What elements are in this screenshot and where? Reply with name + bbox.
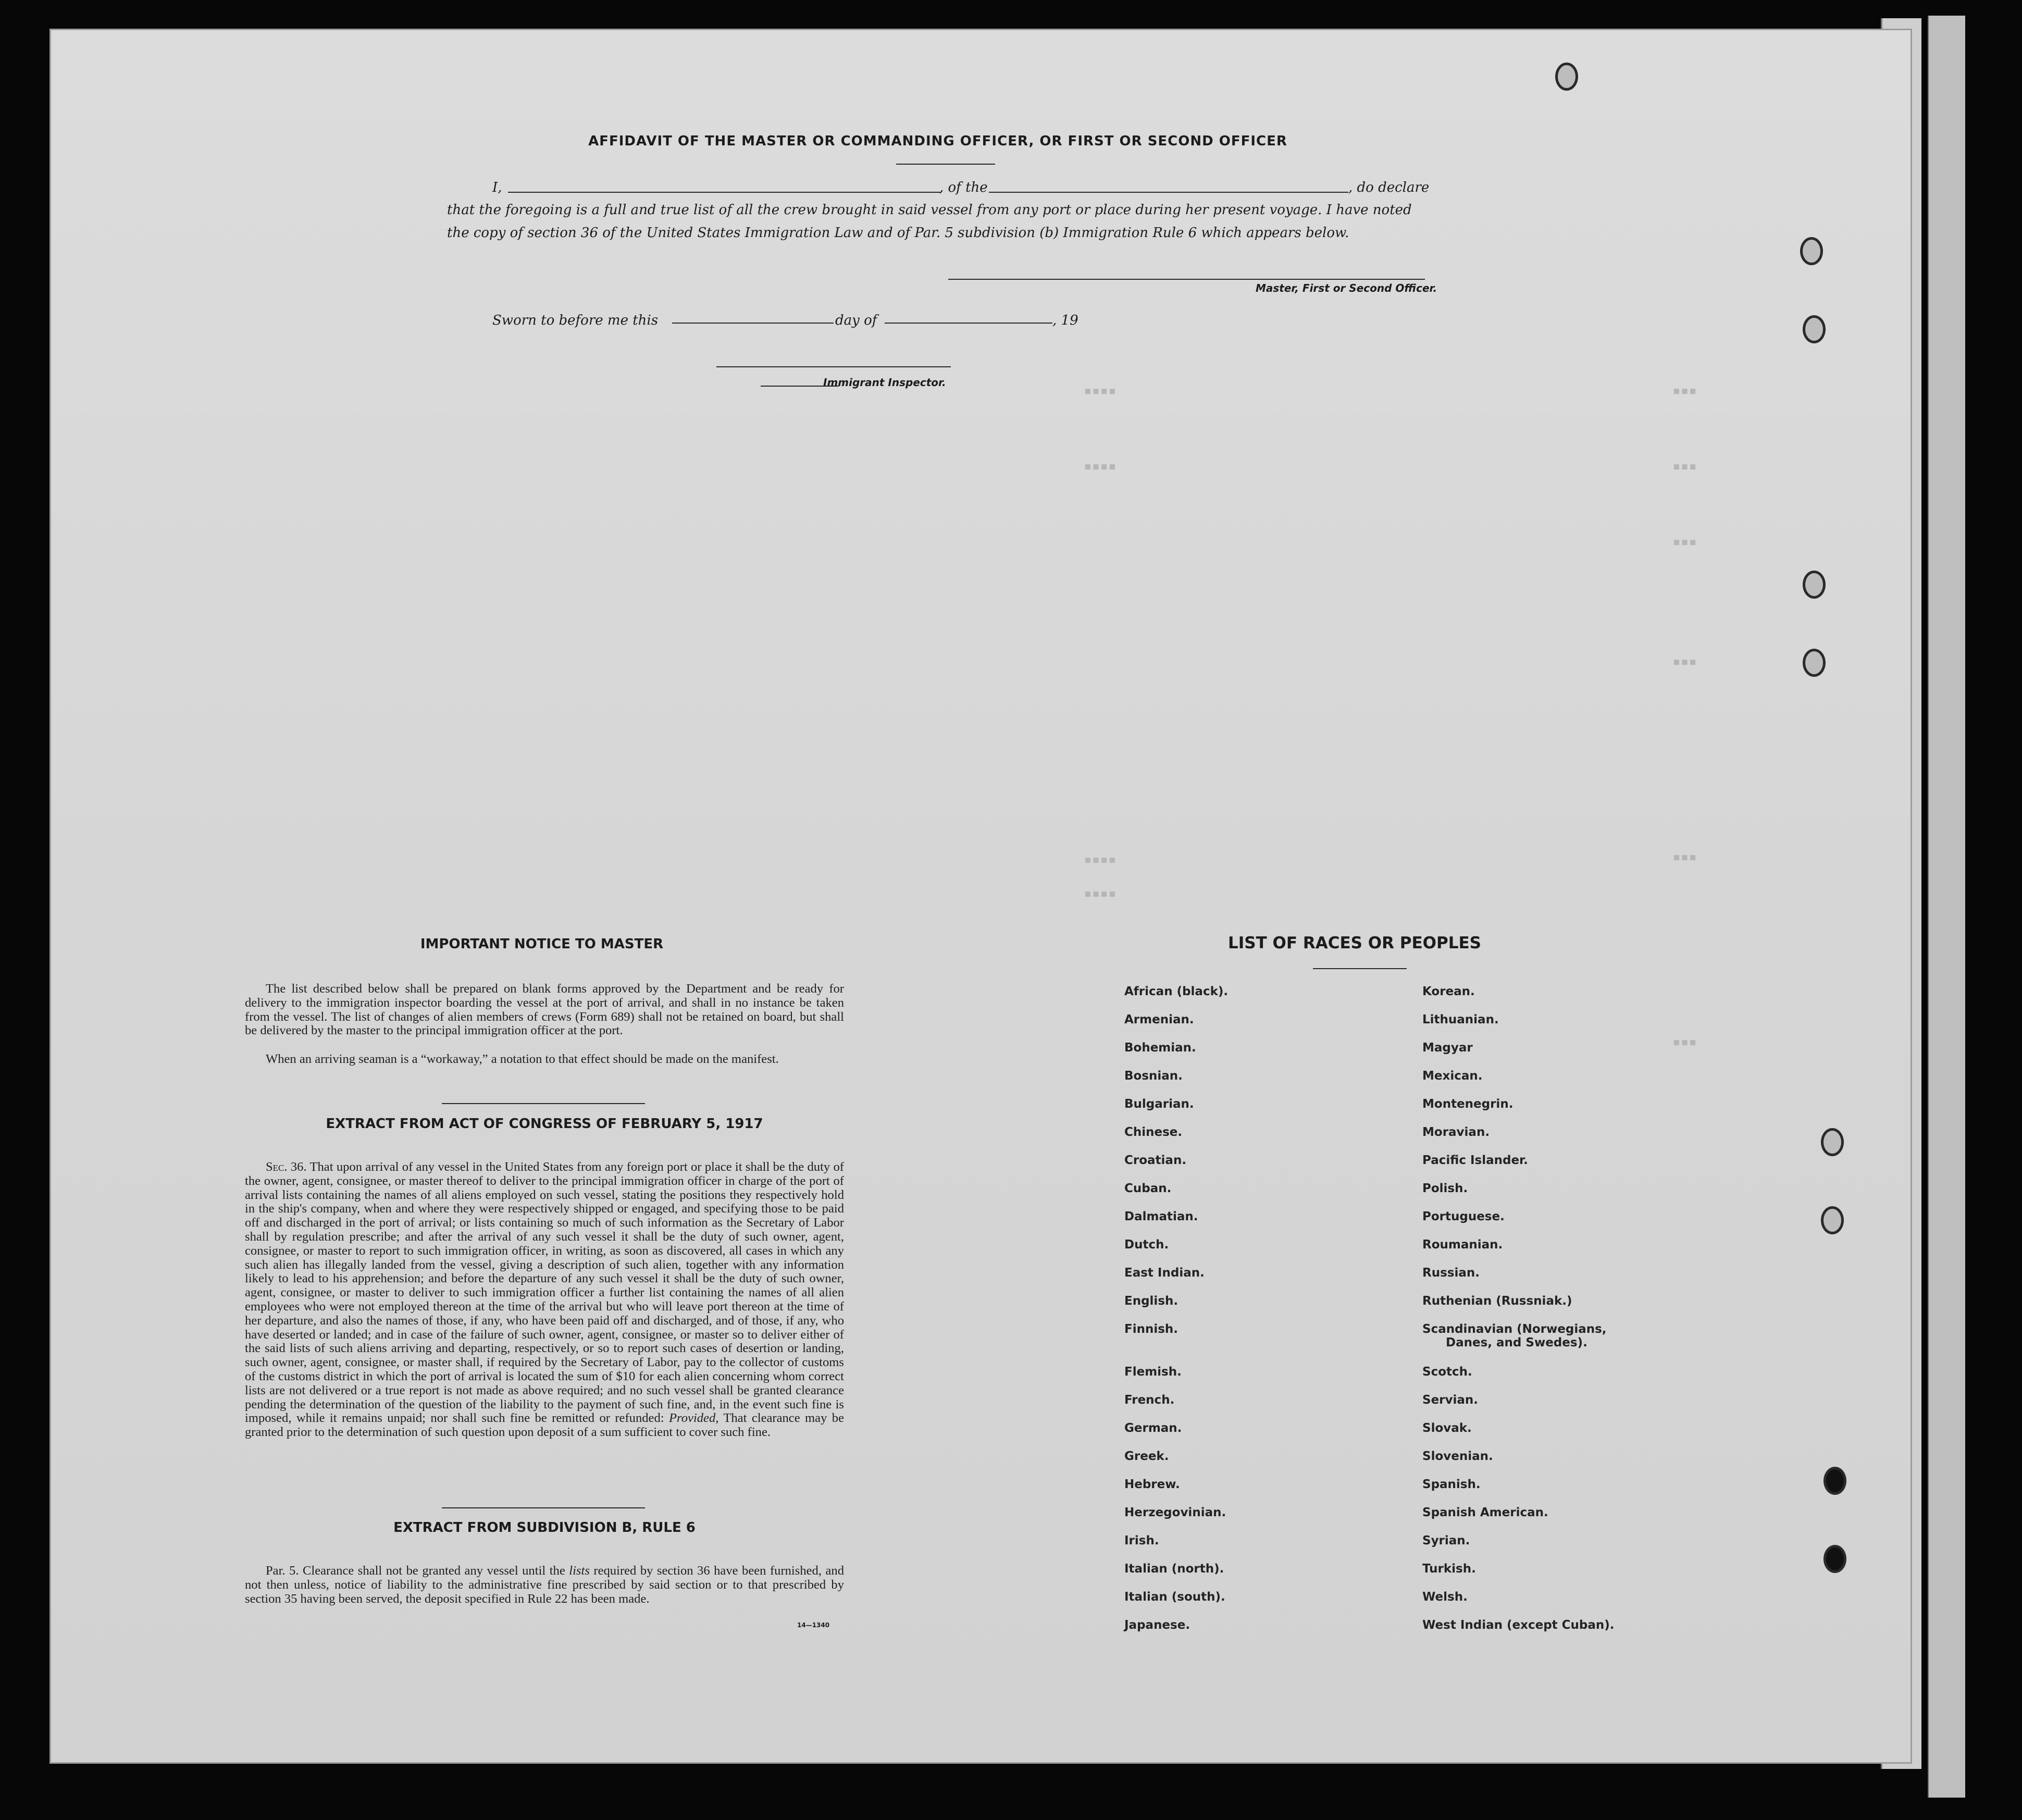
race-item: Ruthenian (Russniak.) bbox=[1422, 1294, 1572, 1308]
rule-extract-text-end: required by section 36 have been furnished, and not then unless, notice of liability to the administrative fine prescribed by said section or to that prescribed by section 35 having been served, the deposit specified in Rule 22 has been made. bbox=[245, 1564, 844, 1606]
section-label: Sec. 36. bbox=[266, 1160, 307, 1174]
divider bbox=[442, 1103, 645, 1104]
binder-hole bbox=[1803, 315, 1826, 343]
form-number: 14—1340 bbox=[797, 1621, 830, 1629]
affidavit-title: AFFIDAVIT OF THE MASTER OR COMMANDING OFFICER, OR FIRST OR SECOND OFFICER bbox=[588, 133, 1287, 149]
race-item: Magyar bbox=[1422, 1041, 1473, 1055]
affidavit-line1-start: I, bbox=[492, 180, 502, 195]
race-item: Portuguese. bbox=[1422, 1210, 1505, 1223]
bleed-through-mark: ▪▪▪▪ bbox=[1084, 459, 1117, 474]
race-item: Italian (north). bbox=[1124, 1562, 1224, 1576]
sworn-start: Sworn to before me this bbox=[492, 313, 659, 328]
document-page bbox=[49, 29, 1912, 1764]
bleed-through-mark: ▪▪▪ bbox=[1672, 849, 1697, 865]
race-item: East Indian. bbox=[1124, 1266, 1205, 1280]
binder-hole bbox=[1823, 1545, 1846, 1573]
lists-word: lists bbox=[569, 1564, 590, 1578]
race-item: Finnish. bbox=[1124, 1322, 1179, 1336]
act-extract-text-end: That clearance may be granted prior to the determination of such question upon deposit of a sum sufficient to cover such fine. bbox=[245, 1411, 844, 1440]
race-item: Scotch. bbox=[1422, 1365, 1472, 1379]
bleed-through-mark: ▪▪▪▪ bbox=[1084, 886, 1117, 901]
name-blank bbox=[508, 192, 940, 193]
sworn-end: , 19 bbox=[1052, 313, 1078, 328]
inspector-label: Immigrant Inspector. bbox=[823, 376, 946, 389]
divider bbox=[896, 164, 995, 165]
race-item: French. bbox=[1124, 1393, 1175, 1407]
race-item: Moravian. bbox=[1422, 1125, 1490, 1139]
race-item: Montenegrin. bbox=[1422, 1097, 1514, 1111]
rule-extract-title: EXTRACT FROM SUBDIVISION B, RULE 6 bbox=[393, 1520, 696, 1536]
signature-blank bbox=[948, 279, 1425, 280]
race-item: Bulgarian. bbox=[1124, 1097, 1194, 1111]
race-item: Bohemian. bbox=[1124, 1041, 1196, 1055]
race-item: Slovak. bbox=[1422, 1421, 1472, 1435]
act-extract-title: EXTRACT FROM ACT OF CONGRESS OF FEBRUARY 5, 1917 bbox=[326, 1116, 763, 1132]
race-item: Syrian. bbox=[1422, 1534, 1470, 1547]
provided-word: Provided, bbox=[669, 1411, 719, 1426]
vessel-blank bbox=[989, 192, 1348, 193]
race-item: Pacific Islander. bbox=[1422, 1154, 1528, 1167]
race-item: Hebrew. bbox=[1124, 1478, 1180, 1491]
binder-hole bbox=[1800, 237, 1823, 265]
race-item: Flemish. bbox=[1124, 1365, 1182, 1379]
bleed-through-mark: ▪▪▪ bbox=[1672, 459, 1697, 474]
races-title: LIST OF RACES OR PEOPLES bbox=[1227, 934, 1482, 952]
bleed-through-mark: ▪▪▪▪ bbox=[1084, 383, 1117, 399]
race-item: Turkish. bbox=[1422, 1562, 1476, 1576]
race-item: Herzegovinian. bbox=[1124, 1506, 1226, 1519]
race-item: English. bbox=[1124, 1294, 1179, 1308]
race-item: Japanese. bbox=[1124, 1618, 1190, 1632]
act-extract-body bbox=[245, 1160, 844, 1440]
race-item: Spanish. bbox=[1422, 1478, 1481, 1491]
binder-hole bbox=[1803, 571, 1826, 599]
race-item: Croatian. bbox=[1124, 1154, 1187, 1167]
race-item: Welsh. bbox=[1422, 1590, 1468, 1604]
rule-extract-body bbox=[245, 1564, 844, 1606]
inspector-blank bbox=[716, 366, 951, 367]
binder-hole bbox=[1555, 63, 1578, 91]
bleed-through-mark: ▪▪▪▪ bbox=[1084, 852, 1117, 868]
race-item: Greek. bbox=[1124, 1450, 1169, 1463]
race-item: Servian. bbox=[1422, 1393, 1479, 1407]
race-item: Chinese. bbox=[1124, 1125, 1183, 1139]
race-item: Bosnian. bbox=[1124, 1069, 1183, 1083]
race-item: Roumanian. bbox=[1422, 1238, 1503, 1252]
race-item: West Indian (except Cuban). bbox=[1422, 1618, 1615, 1632]
binder-hole bbox=[1823, 1467, 1846, 1495]
affidavit-line1-end: , do declare bbox=[1348, 180, 1430, 195]
race-item: Dutch. bbox=[1124, 1238, 1169, 1252]
race-item: Armenian. bbox=[1124, 1013, 1194, 1026]
notice-paragraph-2: When an arriving seaman is a “workaway,” a notation to that effect should be made on the manifest. bbox=[266, 1052, 779, 1066]
bleed-through-mark: ▪▪▪ bbox=[1672, 654, 1697, 670]
notice-paragraph-1: The list described below shall be prepared on blank forms approved by the Department and be ready for delivery to the immigration inspector boarding the vessel at the port of arrival, and shall in no instance be taken from the vessel. The list of changes of alien members of crews (Form 689) shall not be retained on board, but shall be delivered by the master to the principal immigration officer at the port. bbox=[245, 982, 844, 1038]
bleed-through-mark: ▪▪▪ bbox=[1672, 534, 1697, 550]
affidavit-line3: the copy of section 36 of the United States Immigration Law and of Par. 5 subdivision (b) Immigration Rule 6 which appears below. bbox=[447, 225, 1349, 241]
race-item: Irish. bbox=[1124, 1534, 1159, 1547]
bleed-through-mark: ▪▪▪ bbox=[1672, 383, 1697, 399]
race-item: Danes, and Swedes). bbox=[1446, 1336, 1587, 1349]
race-item: African (black). bbox=[1124, 985, 1229, 998]
divider bbox=[442, 1507, 645, 1508]
act-extract-text: That upon arrival of any vessel in the United States from any foreign port or place it shall be the duty of the owner, agent, consignee, or master thereof to deliver to the principal immigration officer in charge of the port of arrival lists containing the names of all aliens employed on such vessel, stating the positions they respectively hold in the ship's company, when and where they were respectively shipped or engaged, and specifying those to be paid off and discharged in the port of arrival; or lists containing so much of such information as the Secretary of Labor shall by regulation prescribe; and after the arrival of any such vessel it shall be the duty of such owner, agent, consignee, or master to report to such immigration officer, in writing, as soon as discovered, all cases in which any such alien has illegally landed from the vessel, giving a description of such alien, together with any information likely to lead to his apprehension; and before the departure of any such vessel it shall be the duty of such owner, agent, consignee, or master to deliver to such immigration officer a further list containing the names of all alien employees who were not employed thereon at the time of the arrival but who will leave port thereon at the time of her departure, and also the names of those, if any, who have been paid off and discharged, and of those, if any, who have deserted or landed; and in case of the failure of such owner, agent, consignee, or master so to deliver either of the said lists of such aliens arriving and departing, respectively, or so to report such cases of desertion or landing, such owner, agent, consignee, or master shall, if required by the Secretary of Labor, pay to the collector of customs of the customs district in which the port of arrival is located the sum of $10 for each alien concerning whom correct lists are not delivered or a true report is not made as above required; and no such vessel shall be granted clearance pending the determination of the question of the liability to the payment of such fine, and, in the event such fine is imposed, while it remains unpaid; nor shall such fine be remitted or refunded: bbox=[245, 1160, 844, 1426]
affidavit-line1-mid: , of the bbox=[939, 180, 988, 195]
day-blank bbox=[672, 323, 834, 324]
race-item: Mexican. bbox=[1422, 1069, 1483, 1083]
affidavit-line2: that the foregoing is a full and true list of all the crew brought in said vessel from any port or place during her present voyage. I have noted bbox=[447, 202, 1412, 218]
rule-extract-text: Par. 5. Clearance shall not be granted any vessel until the bbox=[266, 1564, 565, 1578]
binder-hole bbox=[1821, 1128, 1844, 1156]
race-item: Lithuanian. bbox=[1422, 1013, 1499, 1026]
race-item: Dalmatian. bbox=[1124, 1210, 1198, 1223]
race-item: Spanish American. bbox=[1422, 1506, 1548, 1519]
notice-title: IMPORTANT NOTICE TO MASTER bbox=[420, 936, 664, 952]
race-item: Russian. bbox=[1422, 1266, 1480, 1280]
race-item: Polish. bbox=[1422, 1182, 1468, 1195]
race-item: Italian (south). bbox=[1124, 1590, 1225, 1604]
race-item: Cuban. bbox=[1124, 1182, 1172, 1195]
binder-hole bbox=[1821, 1206, 1844, 1234]
race-item: German. bbox=[1124, 1421, 1182, 1435]
underlying-page-edge bbox=[1928, 16, 1965, 1798]
race-item: Korean. bbox=[1422, 985, 1475, 998]
bleed-through-mark: ▪▪▪ bbox=[1672, 1034, 1697, 1050]
race-item: Slovenian. bbox=[1422, 1450, 1493, 1463]
race-item: Scandinavian (Norwegians, bbox=[1422, 1322, 1607, 1336]
sworn-mid: day of bbox=[835, 313, 877, 328]
binder-hole bbox=[1803, 649, 1826, 677]
divider bbox=[1313, 968, 1407, 969]
month-blank bbox=[885, 323, 1052, 324]
signature-label: Master, First or Second Officer. bbox=[1256, 282, 1437, 294]
